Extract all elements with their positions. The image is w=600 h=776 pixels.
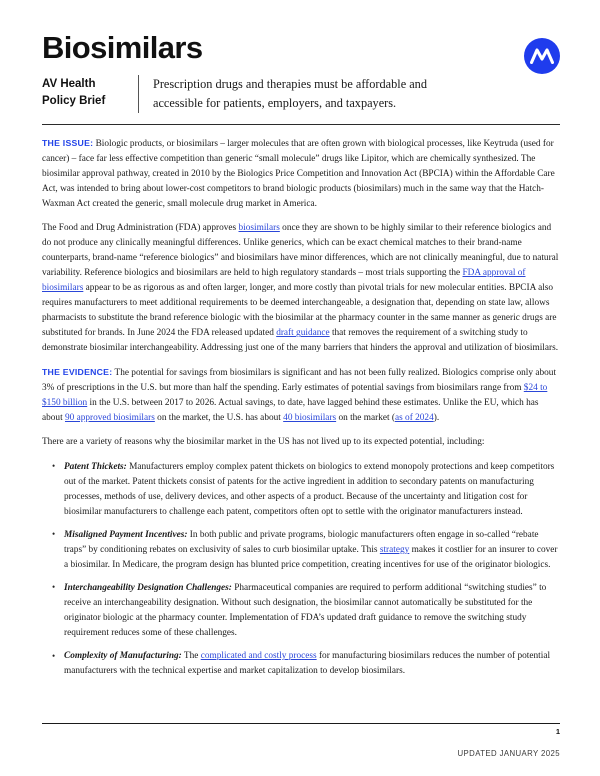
paragraph-the-issue: [42, 136, 560, 212]
link-40-biosimilars[interactable]: 40 biosimilars: [283, 413, 337, 424]
document-header: [42, 32, 560, 125]
p2-text-c: appear to be as rigorous as and often larger, longer, and more costly than pivotal trials for new molecular entities. BPCIA also requires manufacturers to meet additional requirements to be deemed interchangeable, a designation that, depending on state law, allows pharmacists to substitute the brand reference biologic with the biosimilar at the pharmacy counter in the same manner as generic drugs are substituted for brands. In June 2024 the FDA released updated: [42, 283, 557, 339]
bullet-term: Misaligned Payment Incentives:: [64, 529, 188, 540]
brand-line-1: AV Health: [42, 77, 96, 90]
footer-divider: [42, 723, 560, 724]
issue-label: THE ISSUE:: [42, 137, 94, 148]
document-footer: [42, 723, 560, 758]
document-body: [42, 136, 560, 680]
page-title: Biosimilars: [42, 30, 203, 65]
list-item: [64, 528, 560, 573]
ev-text-e: ).: [433, 413, 440, 424]
tagline-line-1: Prescription drugs and therapies must be affordable and: [153, 76, 427, 91]
ev-text-b: in the U.S. between 2017 to 2026. Actual savings, to date, have lagged behind these estimates. Unlike the EU, which has about: [42, 398, 539, 424]
tagline: [153, 75, 427, 113]
list-item: [64, 581, 560, 641]
bullet-term: Patent Thickets:: [64, 461, 127, 472]
p2-text-d: that removes the requirement of a switching study to demonstrate biosimilar interchangeability. Addressing just one of the many barriers that hinders the approval and utilization of biosimilars.: [42, 328, 559, 354]
link-24-to-150-billion[interactable]: $24 to $150 billion: [42, 383, 548, 409]
brand-name: [42, 75, 138, 113]
ev-text-a: The potential for savings from biosimilars is significant and has not been fully realized. Biologics comprise only about 3% of prescriptions in the U.S. but more than half the spending. Early estimates of potential savings from biosimilars range from: [42, 368, 557, 394]
link-as-of-2024[interactable]: as of 2024: [394, 413, 434, 424]
bullet-link[interactable]: complicated and costly process: [200, 651, 317, 662]
link-biosimilars[interactable]: biosimilars: [238, 222, 280, 233]
brand-line-2: Policy Brief: [42, 94, 106, 107]
bullet-text-b: makes it costlier for an insurer to cover a biosimilar. In Medicare, the program design has blunted price competition, creating incentives for use of the originator biologics.: [64, 544, 558, 570]
updated-date: UPDATED JANUARY 2025: [457, 749, 560, 758]
p2-text-b: once they are shown to be highly similar to their reference biologics and do not produce any clinically meaningful differences. Unlike generics, which can be exact chemical matches to their brand-name counterparts, brand-name “reference biologics” and biosimilars have minor differences, which are not clinically meaningful, due to natural variability. Reference biologics and biosimilars are held to high regulatory standards – most trials supporting the: [42, 222, 559, 279]
paragraph-the-evidence: [42, 365, 560, 426]
ev-text-c: on the market, the U.S. has about: [154, 413, 284, 424]
av-logo-icon: [524, 38, 560, 74]
link-90-approved-biosimilars[interactable]: 90 approved biosimilars: [64, 413, 155, 424]
link-fda-approval-of-biosimilars[interactable]: FDA approval of biosimilars: [42, 268, 526, 294]
link-draft-guidance[interactable]: draft guidance: [276, 328, 330, 339]
brand-row: [42, 75, 560, 113]
evidence-label: THE EVIDENCE:: [42, 367, 113, 378]
page-number: 1: [555, 727, 560, 736]
ev-text-d: on the market (: [336, 413, 395, 424]
list-item: [64, 460, 560, 520]
bullet-term: Interchangeability Designation Challenges:: [64, 582, 232, 593]
bullet-text-a: Manufacturers employ complex patent thickets on biologics to extend monopoly protections and keep competitors out of the market. Patent thickets consist of patents for the active ingredient in addition to secondary patents on manufacturing processes, methods of use, delivery devices, and other aspects of a product. Because of the uncertainty and litigation cost for biosimilar manufacturers to challenge each patent, competitors often opt to settle with the originator manufacturers instead.: [64, 461, 555, 517]
paragraph-fda-approval: [42, 221, 560, 356]
tagline-line-2: accessible for patients, employers, and taxpayers.: [153, 95, 397, 110]
bullet-term: Complexity of Manufacturing:: [64, 651, 182, 662]
reasons-list: [42, 460, 560, 680]
paragraph-bullets-intro: There are a variety of reasons why the biosimilar market in the US has not lived up to its expected potential, including:: [42, 437, 485, 448]
bullet-text-a: The: [181, 651, 201, 662]
vertical-divider: [138, 75, 139, 113]
bullet-text-a: Pharmaceutical companies are required to perform additional “switching studies” to receive an interchangeability designation. Without such designation, the biosimilar cannot automatically be substituted for the originator biologic at the pharmacy counter. Implementation of FDA’s updated draft guidance to remove the switching study requirement reduces some of these challenges.: [64, 582, 547, 638]
header-divider: [42, 124, 560, 125]
bullet-text-a: In both public and private programs, biologic manufacturers often engage in so-called “rebate traps” by conditioning rebates on exclusivity of sales to curb biosimilar uptake. This: [64, 529, 539, 555]
bullet-link[interactable]: strategy: [379, 544, 410, 555]
bullet-text-b: for manufacturing biosimilars reduces the number of potential manufacturers with the technical expertise and market capitalization to develop biosimilars.: [64, 651, 551, 677]
p2-text-a: The Food and Drug Administration (FDA) approves: [42, 222, 239, 233]
issue-text: Biologic products, or biosimilars – larger molecules that are often grown with biological processes, like Keytruda (used for cancer) – face far less effective competition than generic “small molecule” drugs like Lipitor, which are chemically synthesized. The biosimilar approval pathway, created in 2010 by the Biologics Price Competition and Innovation Act (BPCIA) within the Affordable Care Act, was intended to bring about lower-cost competitors to brand biologic products (biosimilars) much in the same way that the Hatch-Waxman Act created the generic, small molecule drug market in America.: [42, 138, 555, 209]
list-item: [64, 649, 560, 679]
